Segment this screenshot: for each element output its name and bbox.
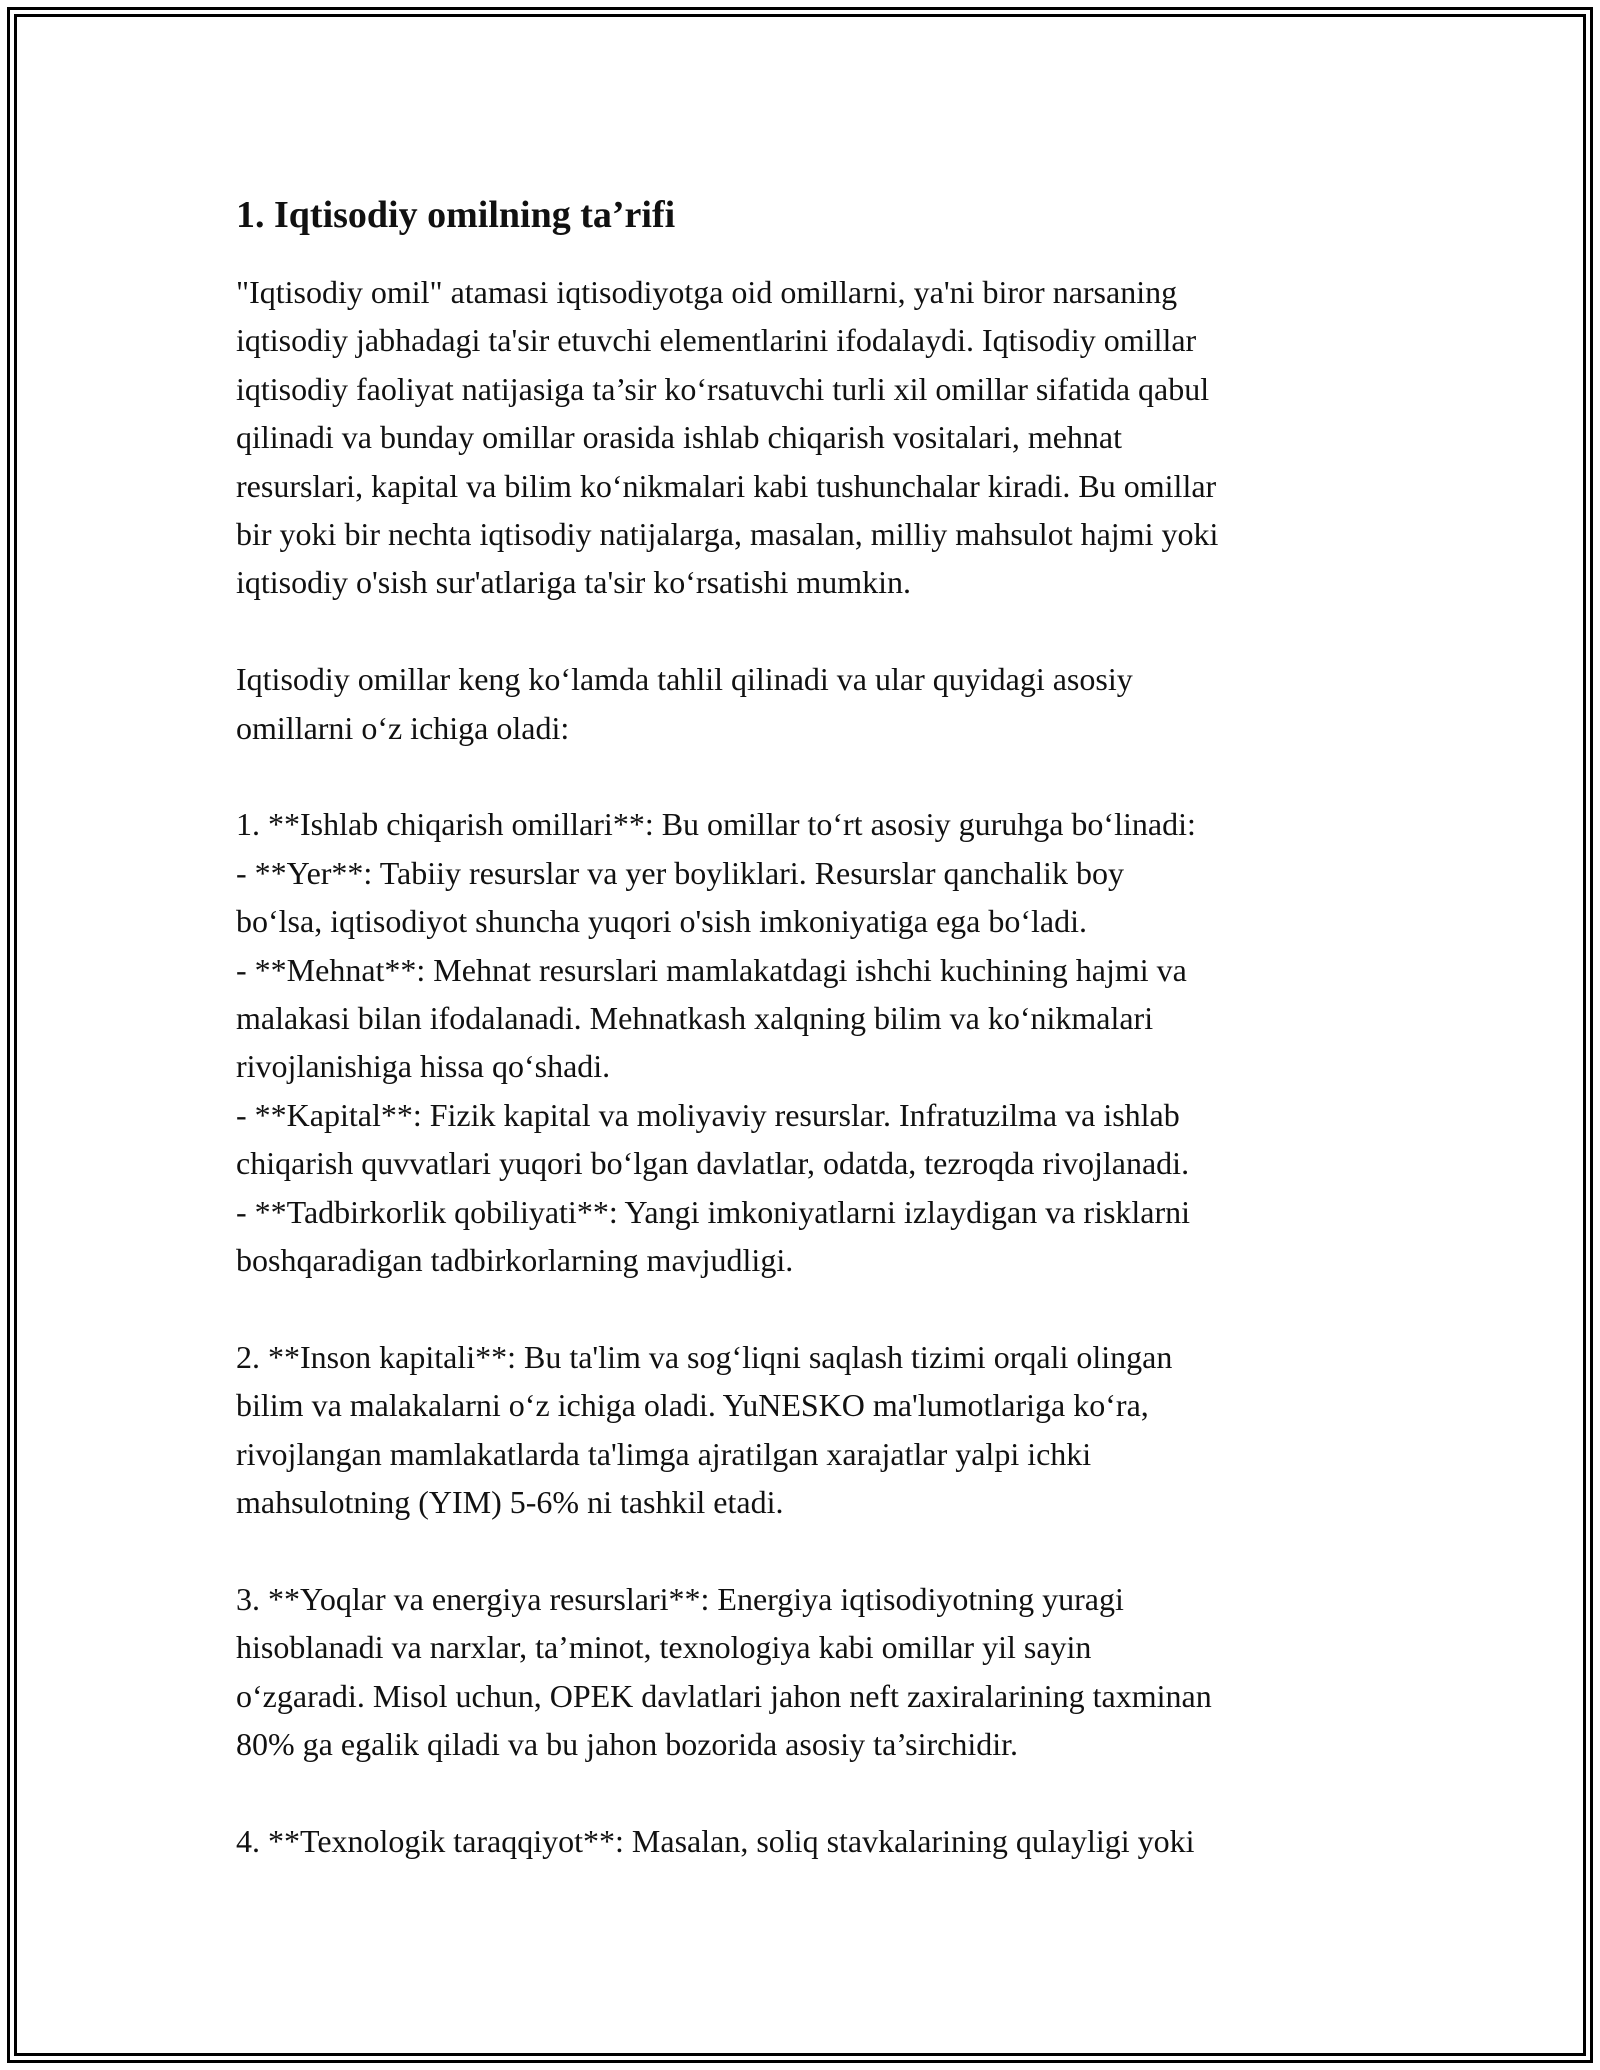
paragraph-intro-list: Iqtisodiy omillar keng ko‘lamda tahlil qilinadi va ular quyidagi asosiy omillarni o‘z ichiga oladi: (236, 661, 1133, 746)
paragraph-spacer (236, 607, 1376, 655)
paragraph-definition: "Iqtisodiy omil" atamasi iqtisodiyotga oid omillarni, ya'ni biror narsaning iqtisodiy jabhadagi ta'sir etuvchi elementlarini ifodalaydi. Iqtisodiy omillar iqtisodiy faoliyat natijasiga ta’sir ko‘rsatuvchi turli xil omillar sifatida qabul qilinadi va bunday omillar orasida ishlab chiqarish vositalari, mehnat resurslari, kapital va bilim ko‘nikmalari kabi tushunchalar kiradi. Bu omillar bir yoki bir nechta iqtisodiy natijalarga, masalan, milliy mahsulot hajmi yoki iqtisodiy o'sish sur'atlariga ta'sir ko‘rsatishi mumkin. (236, 274, 1219, 601)
list-item-energy-resources: 3. **Yoqlar va energiya resurslari**: Energiya iqtisodiyotning yuragi hisoblanadi va narxlar, ta’minot, texnologiya kabi omillar yil sayin o‘zgaradi. Misol uchun, OPEK davlatlari jahon neft zaxiralarining taxminan 80% ga egalik qiladi va bu jahon bozorida asosiy ta’sirchidir. (236, 1580, 1212, 1763)
list-item-technological-progress: 4. **Texnologik taraqqiyot**: Masalan, soliq stavkalarining qulayligi yoki (236, 1822, 1195, 1859)
list-item-human-capital: 2. **Inson kapitali**: Bu ta'lim va sog‘liqni saqlash tizimi orqali olingan bilim va malakalarni o‘z ichiga oladi. YuNESKO ma'lumotlariga ko‘ra, rivojlangan mamlakatlarda ta'limga ajratilgan xarajatlar yalpi ichki mahsulotning (YIM) 5-6% ni tashkil etadi. (236, 1338, 1173, 1521)
section-heading: 1. Iqtisodiy omilning ta’rifi (236, 194, 676, 236)
document-body (236, 188, 1376, 1865)
list-item-production-factors: 1. **Ishlab chiqarish omillari**: Bu omillar to‘rt asosiy guruhga bo‘linadi: - **Yer**: Tabiiy resurslar va yer boyliklari. Resurslar qanchalik boy bo‘lsa, iqtisodiyot shuncha yuqori o'sish imkoniyatiga ega bo‘ladi. - **Mehnat**: Mehnat resurslari mamlakatdagi ishchi kuchining hajmi va malakasi bilan ifodalanadi. Mehnatkash xalqning bilim va ko‘nikmalari rivojlanishiga hissa qo‘shadi. - **Kapital**: Fizik kapital va moliyaviy resurslar. Infratuzilma va ishlab chiqarish quvvatlari yuqori bo‘lgan davlatlar, odatda, tezroqda rivojlanadi. - **Tadbirkorlik qobiliyati**: Yangi imkoniyatlarni izlaydigan va risklarni boshqaradigan tadbirkorlarning mavjudligi. (236, 806, 1196, 1279)
paragraph-spacer (236, 1527, 1376, 1575)
paragraph-spacer (236, 752, 1376, 800)
paragraph-spacer (236, 1769, 1376, 1817)
paragraph-spacer (236, 1285, 1376, 1333)
